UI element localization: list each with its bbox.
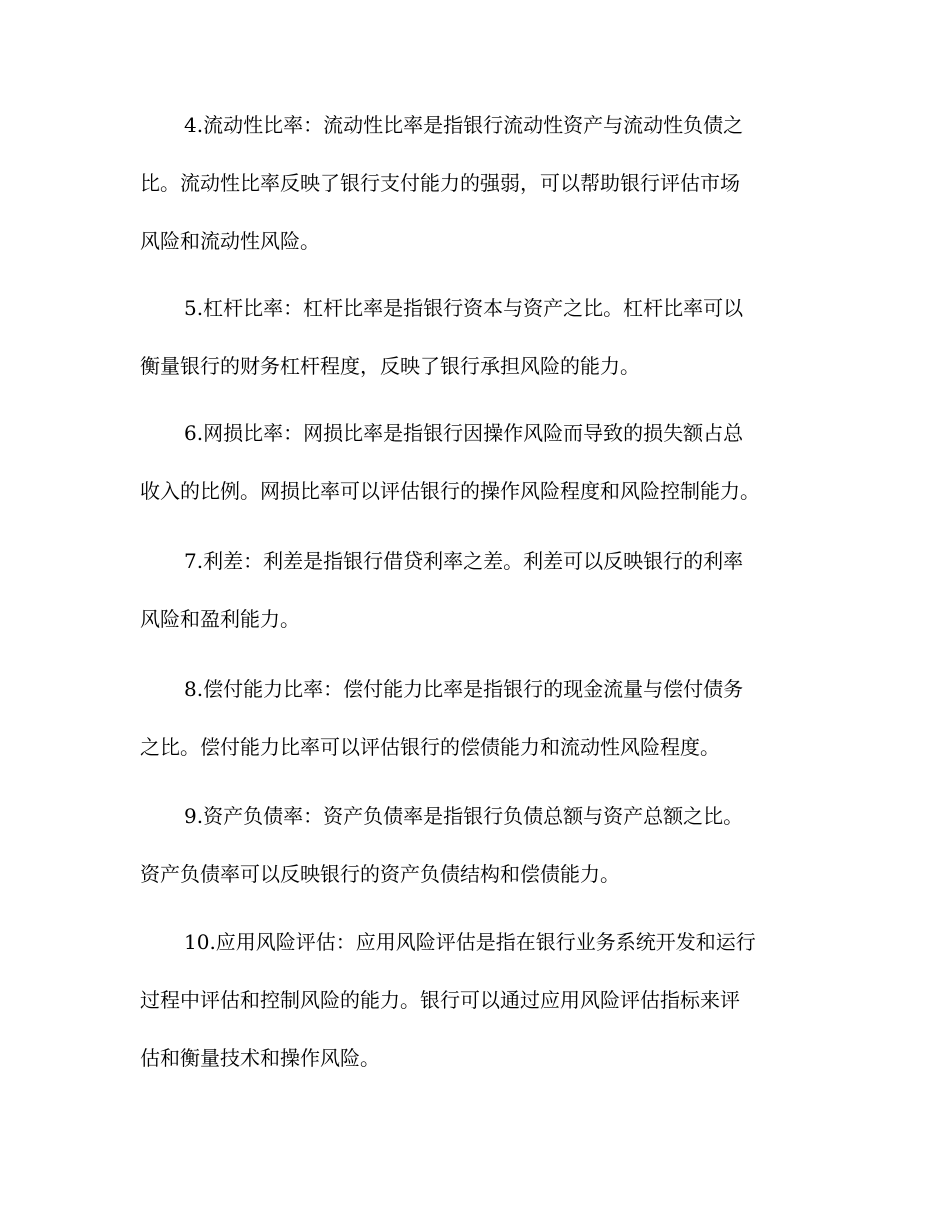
paragraph-solvency-ratio: [140, 674, 820, 790]
paragraph-liquidity-ratio: [140, 110, 820, 284]
paragraph-line: 资产负债率可以反映银行的资产负债结构和偿债能力。: [140, 862, 620, 886]
paragraph-line: 衡量银行的财务杠杆程度，反映了银行承担风险的能力。: [140, 354, 640, 378]
paragraph-line: 10.应用风险评估：应用风险评估是指在银行业务系统开发和运行: [184, 930, 756, 954]
paragraph-line: 风险和流动性风险。: [140, 229, 320, 253]
paragraph-interest-spread: [140, 546, 820, 662]
paragraph-line: 4.流动性比率：流动性比率是指银行流动性资产与流动性负债之: [184, 113, 744, 137]
paragraph-line: 估和衡量技术和操作风险。: [140, 1046, 380, 1070]
paragraph-line: 7.利差：利差是指银行借贷利率之差。利差可以反映银行的利率: [184, 549, 744, 573]
paragraph-line: 风险和盈利能力。: [140, 607, 300, 631]
paragraph-line: 6.网损比率：网损比率是指银行因操作风险而导致的损失额占总: [184, 421, 744, 445]
paragraph-line: 5.杠杆比率：杠杆比率是指银行资本与资产之比。杠杆比率可以: [184, 296, 744, 320]
paragraph-net-loss-ratio: [140, 418, 820, 534]
paragraph-line: 之比。偿付能力比率可以评估银行的偿债能力和流动性风险程度。: [140, 735, 720, 759]
paragraph-line: 比。流动性比率反映了银行支付能力的强弱，可以帮助银行评估市场: [140, 171, 740, 195]
paragraph-line: 8.偿付能力比率：偿付能力比率是指银行的现金流量与偿付债务: [184, 677, 744, 701]
paragraph-asset-liability-ratio: [140, 801, 820, 917]
paragraph-application-risk-assessment: [140, 927, 820, 1101]
paragraph-line: 9.资产负债率：资产负债率是指银行负债总额与资产总额之比。: [184, 804, 744, 828]
paragraph-line: 过程中评估和控制风险的能力。银行可以通过应用风险评估指标来评: [140, 988, 740, 1012]
paragraph-leverage-ratio: [140, 293, 820, 409]
paragraph-line: 收入的比例。网损比率可以评估银行的操作风险程度和风险控制能力。: [140, 479, 760, 503]
